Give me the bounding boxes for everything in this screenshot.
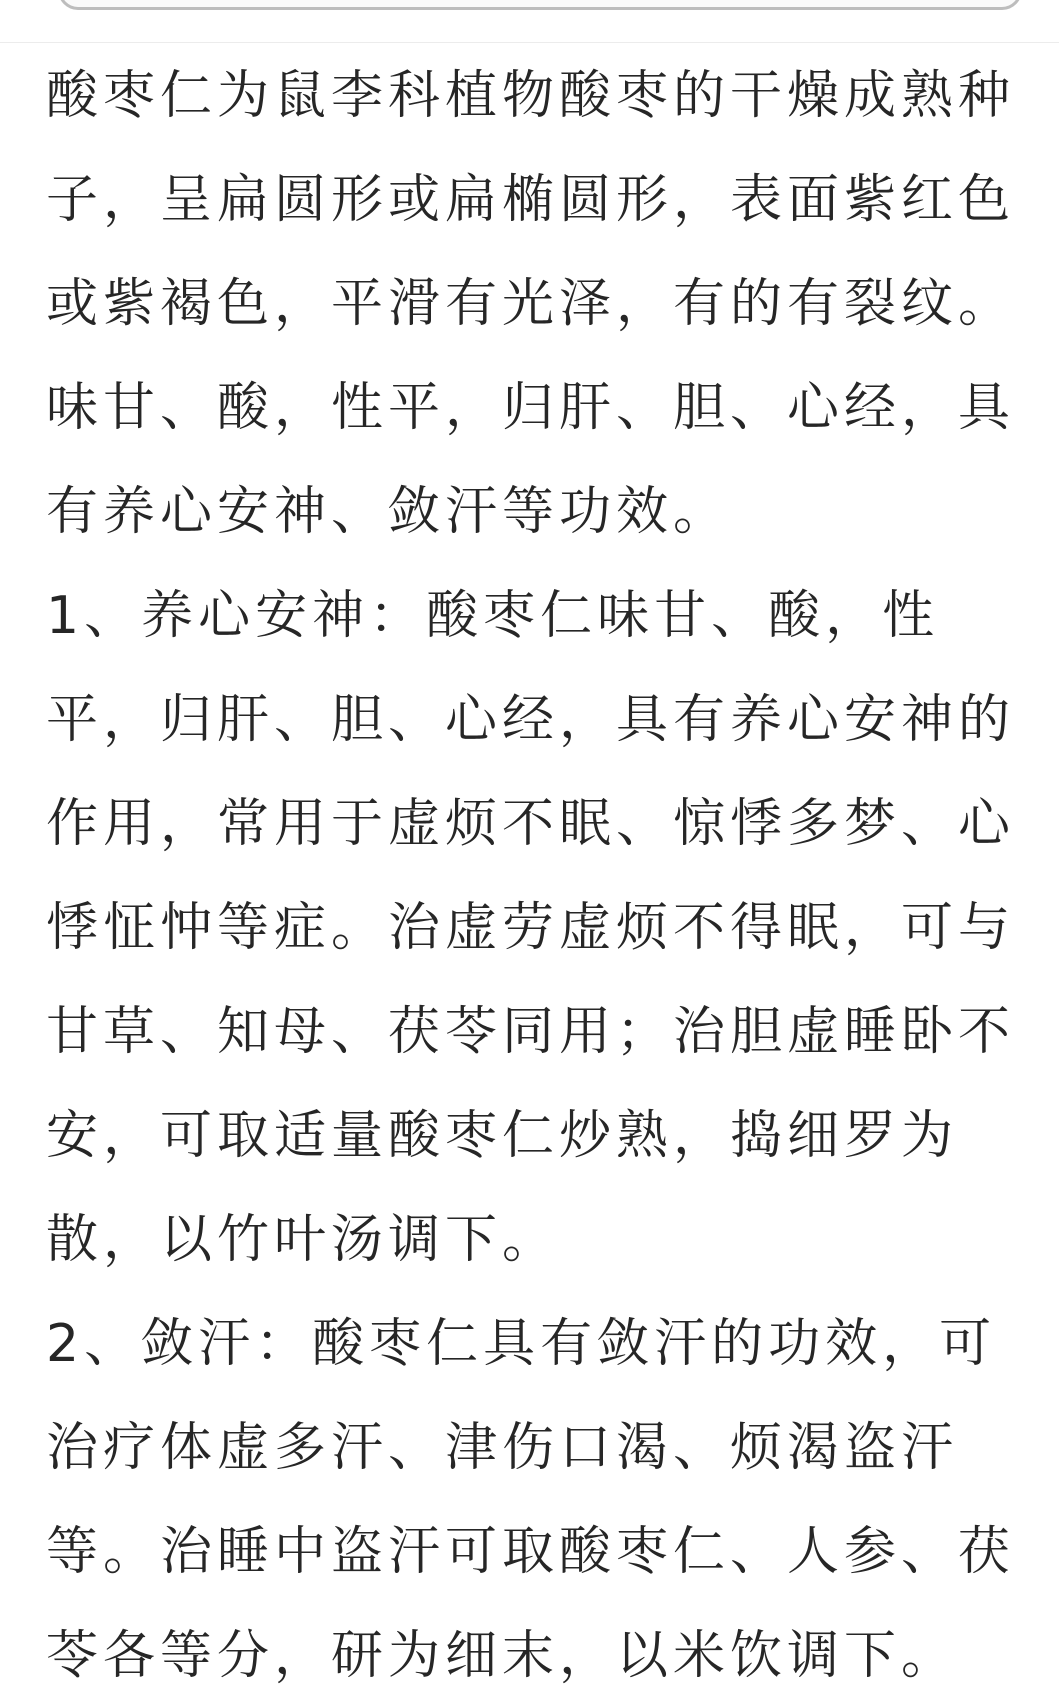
article-line: 甘草、知母、茯苓同用；治胆虚睡卧不 <box>46 1002 1016 1062</box>
article-line: 2、敛汗：酸枣仁具有敛汗的功效，可 <box>46 1314 997 1374</box>
article-body <box>46 44 1021 1708</box>
search-box[interactable] <box>58 0 1022 10</box>
article-line: 苓各等分，研为细末，以米饮调下。 <box>46 1626 959 1686</box>
article-line: 味甘、酸，性平，归肝、胆、心经，具 <box>46 378 1016 438</box>
article-line: 治疗体虚多汗、津伤口渴、烦渴盗汗 <box>46 1418 959 1478</box>
article-line: 安，可取适量酸枣仁炒熟，捣细罗为 <box>46 1106 959 1166</box>
article-line: 散，以竹叶汤调下。 <box>46 1210 560 1270</box>
article-line: 或紫褐色，平滑有光泽，有的有裂纹。 <box>46 274 1016 334</box>
article-line: 悸怔忡等症。治虚劳虚烦不得眠，可与 <box>46 898 1016 958</box>
article-line: 平，归肝、胆、心经，具有养心安神的 <box>46 690 1016 750</box>
article-line: 作用，常用于虚烦不眠、惊悸多梦、心 <box>46 794 1016 854</box>
article-line: 有养心安神、敛汗等功效。 <box>46 482 731 542</box>
article-line: 1、养心安神：酸枣仁味甘、酸，性 <box>46 586 940 646</box>
article-line: 酸枣仁为鼠李科植物酸枣的干燥成熟种 <box>46 66 1016 126</box>
article-line: 等。治睡中盗汗可取酸枣仁、人参、茯 <box>46 1522 1016 1582</box>
top-bar <box>0 0 1059 43</box>
article-line: 子，呈扁圆形或扁椭圆形，表面紫红色 <box>46 170 1016 230</box>
